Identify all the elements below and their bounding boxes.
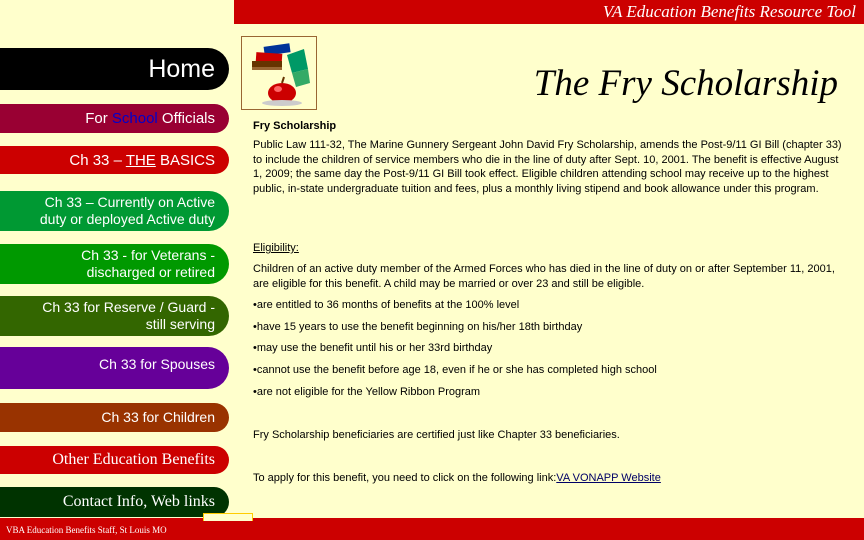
nav-reserve-guard-line1: Ch 33 for Reserve / Guard - xyxy=(42,299,215,315)
nav-veterans-line1: Ch 33 - for Veterans - xyxy=(81,247,215,263)
bullet-item: •may use the benefit until his or her 33rd birthday xyxy=(253,342,493,354)
nav-basics-label: Ch 33 – THE BASICS xyxy=(69,151,215,169)
bullet-item: •have 15 years to use the benefit beginning on his/her 18th birthday xyxy=(253,321,583,333)
section-heading: Fry Scholarship xyxy=(253,120,337,132)
nav-other-benefits-label: Other Education Benefits xyxy=(52,451,215,468)
nav-children-button[interactable] xyxy=(0,403,229,432)
eligibility-text: Children of an active duty member of the Armed Forces who has died in the line of duty on or after September 11, 2001, are eligible for this benefit. A child may be married or over 23 and still be eligible. xyxy=(253,263,835,290)
eligibility-heading: Eligibility: xyxy=(253,242,299,254)
nav-active-duty-button[interactable] xyxy=(0,191,229,231)
nav-basics-button[interactable] xyxy=(0,146,229,174)
nav-reserve-guard-line2: still serving xyxy=(145,316,215,332)
nav-spouses-label: Ch 33 for Spouses xyxy=(99,356,215,372)
nav-veterans-line2: discharged or retired xyxy=(86,264,215,280)
footer-text: VBA Education Benefits Staff, St Louis MO xyxy=(6,525,167,535)
certified-text: Fry Scholarship beneficiaries are certified just like Chapter 33 beneficiaries. xyxy=(253,429,620,441)
header-left-spacer xyxy=(0,0,234,24)
nav-school-link[interactable]: School xyxy=(111,110,158,127)
intro-paragraph: Public Law 111-32, The Marine Gunnery Sergeant John David Fry Scholarship, amends the Post-9/11 GI Bill (chapter 33) to include the children of service members who die in the line of duty after Sept. 10, 2001. The benefit is effective August 1, 2009; the same day the Post-9/11 GI Bill took effect. Eligible children attending school may receive up to the highest public, in-state undergraduate tuition and fees, plus a monthly living stipend and book allowance under this program. xyxy=(253,139,842,195)
nav-veterans-button[interactable] xyxy=(0,244,229,284)
nav-spouses-button[interactable] xyxy=(0,347,229,389)
nav-active-duty-line1: Ch 33 – Currently on Active xyxy=(44,194,215,210)
apply-paragraph xyxy=(253,471,843,486)
clipart-frame xyxy=(241,36,317,110)
nav-basics-the: THE xyxy=(125,151,156,169)
header-title: VA Education Benefits Resource Tool xyxy=(602,2,856,21)
bullet-item: •are entitled to 36 months of benefits at the 100% level xyxy=(253,299,520,311)
nav-other-benefits-button[interactable] xyxy=(0,446,229,474)
nav-reserve-guard-button[interactable] xyxy=(0,296,229,336)
school-supplies-icon xyxy=(242,37,316,109)
nav-contact-label: Contact Info, Web links xyxy=(62,493,215,510)
footer-bar xyxy=(0,518,864,540)
nav-home-button[interactable] xyxy=(0,48,229,90)
vonapp-link[interactable]: VA VONAPP Website xyxy=(556,472,661,484)
nav-children-label: Ch 33 for Children xyxy=(101,409,215,425)
bullet-item: •cannot use the benefit before age 18, even if he or she has completed high school xyxy=(253,364,657,376)
nav-school-officials-button[interactable] xyxy=(0,104,229,133)
nav-home-label: Home xyxy=(148,55,215,83)
bullet-item: •are not eligible for the Yellow Ribbon Program xyxy=(253,386,481,398)
footer-tab xyxy=(203,513,253,521)
nav-active-duty-line2: duty or deployed Active duty xyxy=(39,211,215,227)
apply-text: To apply for this benefit, you need to click on the following link: xyxy=(253,472,557,484)
page-title: The Fry Scholarship xyxy=(533,63,838,104)
nav-school-officials-label: For School Officials xyxy=(85,110,215,127)
header-bar xyxy=(234,0,864,24)
nav-contact-button[interactable] xyxy=(0,487,229,517)
